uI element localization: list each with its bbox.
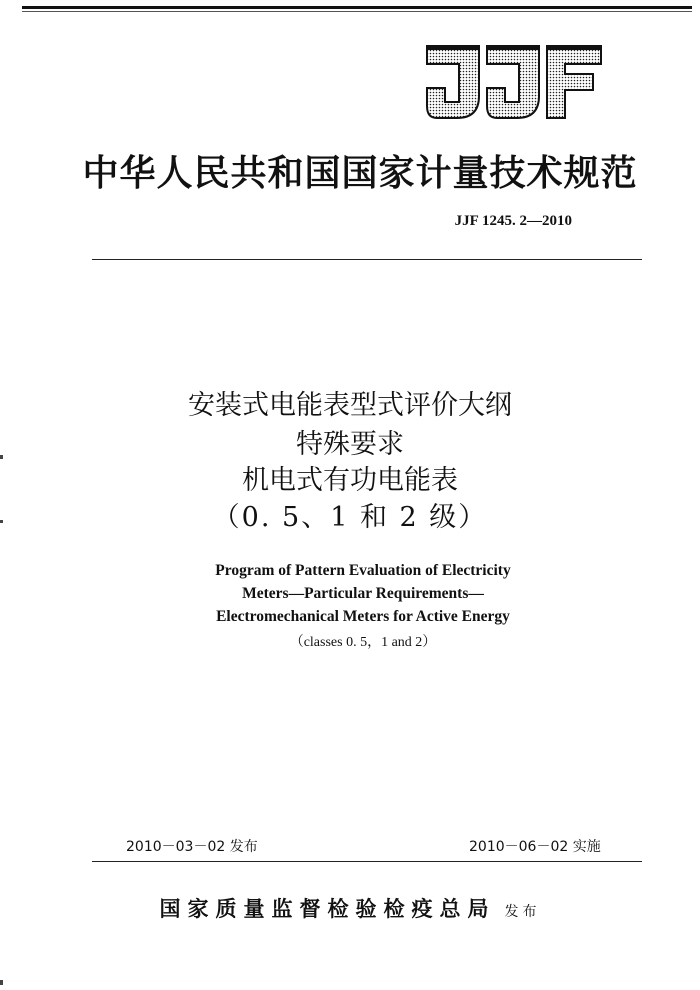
title-cn-line-1: 安装式电能表型式评价大纲 xyxy=(188,390,512,421)
scan-edge-mark xyxy=(0,520,3,523)
title-en-line-2: Meters—Particular Requirements— xyxy=(242,585,484,602)
lower-divider xyxy=(92,861,642,862)
scan-edge-mark xyxy=(0,980,3,985)
implement-date: 2010－06－02 实施 xyxy=(469,839,601,855)
jjf-logo xyxy=(423,40,603,122)
title-en-line-3: Electromechanical Meters for Active Energy xyxy=(216,608,510,625)
title-en-line-4: （classes 0. 5，1 and 2） xyxy=(289,635,437,650)
issue-date: 2010－03－02 发布 xyxy=(126,839,258,855)
top-rule xyxy=(22,6,692,9)
scan-edge-mark xyxy=(0,455,3,459)
top-rule-thin xyxy=(22,11,692,12)
title-en-line-1: Program of Pattern Evaluation of Electricity xyxy=(215,562,511,579)
publisher-name: 国家质量监督检验检疫总局 xyxy=(159,896,496,921)
publisher xyxy=(0,893,700,923)
org-title: 中华人民共和国国家计量技术规范 xyxy=(82,152,638,194)
title-cn-line-4: （0. 5、1 和 2 级） xyxy=(212,502,488,533)
title-cn-line-3: 机电式有功电能表 xyxy=(242,465,458,496)
jjf-logo-graphic xyxy=(423,40,603,122)
standard-number: JJF 1245. 2—2010 xyxy=(454,213,572,229)
upper-divider xyxy=(92,259,642,260)
title-cn-line-2: 特殊要求 xyxy=(296,429,404,460)
publisher-action: 发布 xyxy=(504,904,541,920)
